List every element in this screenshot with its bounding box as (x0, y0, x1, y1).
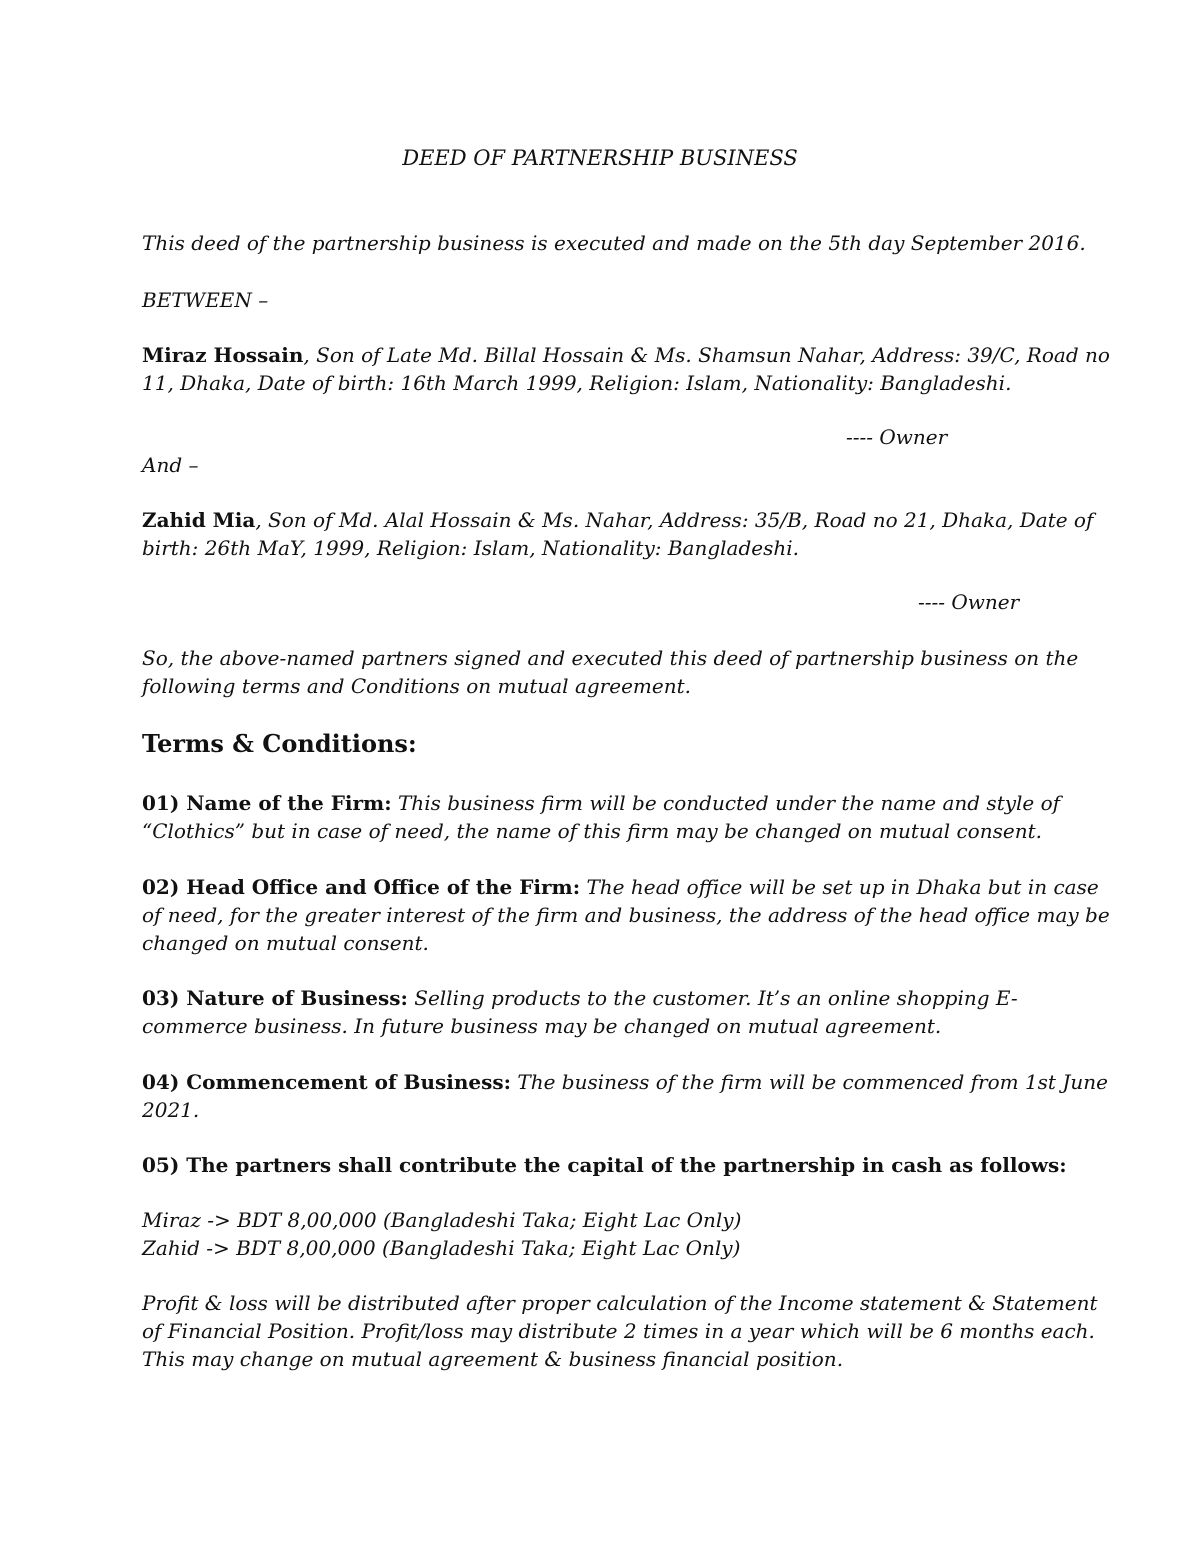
partner1-role: ---- Owner (846, 425, 948, 449)
term-1-label: 01) Name of the Firm: (142, 791, 392, 815)
partner2-role: ---- Owner (918, 590, 1020, 614)
profit-line3: This may change on mutual agreement & business financial position. (142, 1347, 844, 1371)
term-3-text: Selling products to the customer. It’s an online shopping E- (407, 986, 1018, 1010)
capital-miraz: Miraz -> BDT 8,00,000 (Bangladeshi Taka; Eight Lac Only) (142, 1208, 742, 1232)
term-3-line2: commerce business. In future business may be changed on mutual agreement. (142, 1014, 942, 1038)
capital-zahid: Zahid -> BDT 8,00,000 (Bangladeshi Taka; Eight Lac Only) (142, 1236, 741, 1260)
between-label: BETWEEN – (142, 288, 269, 312)
closing-line1: So, the above-named partners signed and executed this deed of partnership business on the (142, 646, 1079, 670)
closing-line2: following terms and Conditions on mutual agreement. (142, 674, 691, 698)
term-3-label: 03) Nature of Business: (142, 986, 408, 1010)
term-2-line2: of need, for the greater interest of the firm and business, the address of the head office may be (142, 903, 1110, 927)
partner1-name: Miraz Hossain (142, 343, 304, 367)
and-label: And – (142, 453, 199, 477)
term-2-line3: changed on mutual consent. (142, 931, 429, 955)
partner2-details: , Son of Md. Alal Hossain & Ms. Nahar, Address: 35/B, Road no 21, Dhaka, Date of (255, 508, 1094, 532)
term-4-line1 (142, 1068, 1108, 1096)
term-4-text: The business of the firm will be commenced from 1st June (511, 1070, 1108, 1094)
partner2-name: Zahid Mia (142, 508, 256, 532)
term-1-text: This business firm will be conducted under the name and style of (391, 791, 1061, 815)
partner2-line1 (142, 506, 1093, 534)
document-title: DEED OF PARTNERSHIP BUSINESS (402, 146, 798, 170)
partner1-details: , Son of Late Md. Billal Hossain & Ms. Shamsun Nahar, Address: 39/C, Road no (303, 343, 1110, 367)
partner2-line2: birth: 26th MaY, 1999, Religion: Islam, Nationality: Bangladeshi. (142, 536, 800, 560)
partner1-line2: 11, Dhaka, Date of birth: 16th March 1999, Religion: Islam, Nationality: Bangladeshi. (142, 371, 1012, 395)
term-3-line1 (142, 984, 1018, 1012)
term-2-label: 02) Head Office and Office of the Firm: (142, 875, 581, 899)
term-5-line1 (142, 1151, 1067, 1179)
profit-line1: Profit & loss will be distributed after proper calculation of the Income statement & Statement (142, 1291, 1098, 1315)
term-2-text: The head office will be set up in Dhaka but in case (580, 875, 1099, 899)
term-1-line1 (142, 789, 1060, 817)
term-4-label: 04) Commencement of Business: (142, 1070, 512, 1094)
term-1-line2: “Clothics” but in case of need, the name of this firm may be changed on mutual consent. (142, 819, 1042, 843)
intro-paragraph: This deed of the partnership business is executed and made on the 5th day September 2016. (142, 231, 1086, 255)
partner1-line1 (142, 341, 1110, 369)
term-2-line1 (142, 873, 1099, 901)
terms-heading: Terms & Conditions: (142, 729, 417, 758)
profit-line2: of Financial Position. Profit/loss may distribute 2 times in a year which will be 6 months each. (142, 1319, 1095, 1343)
term-5-label: 05) The partners shall contribute the capital of the partnership in cash as follows: (142, 1153, 1067, 1177)
term-4-line2: 2021. (142, 1098, 200, 1122)
